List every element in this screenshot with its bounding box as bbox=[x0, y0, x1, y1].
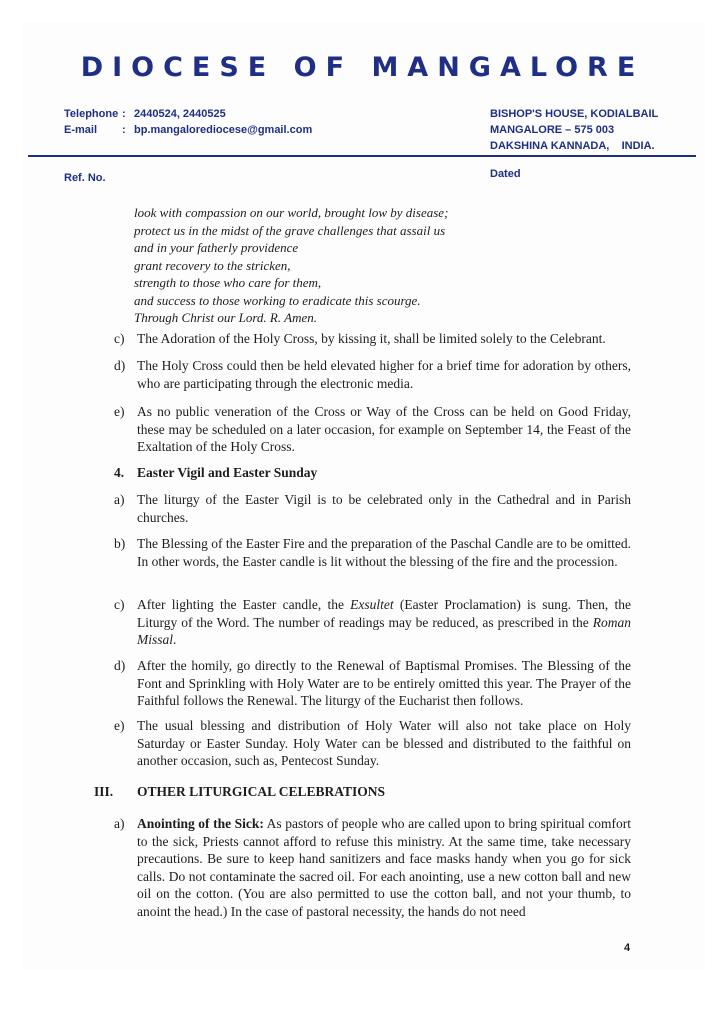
text-run: After lighting the Easter candle, the bbox=[137, 597, 351, 612]
prayer-line: protect us in the midst of the grave challenges that assail us bbox=[134, 222, 446, 238]
list-item-text: The Adoration of the Holy Cross, by kissing it, shall be limited solely to the Celebrant. bbox=[137, 331, 606, 346]
italic-term: Exsultet bbox=[350, 597, 394, 612]
list-item-text: As no public veneration of the Cross or Way of the Cross can be held on Good Friday, these may be scheduled on a later occasion, for example on September 14, the Feast of the Exaltation of the Holy Cross. bbox=[137, 404, 631, 454]
list-marker: d) bbox=[114, 658, 126, 673]
list-item-text: The Blessing of the Easter Fire and the preparation of the Paschal Candle are to be omitted. In other words, the Easter candle is lit without the blessing of the fire and the procession. bbox=[137, 536, 631, 569]
bold-term: Anointing of the Sick: bbox=[137, 816, 264, 831]
list-marker: d) bbox=[114, 358, 126, 373]
list-item-text: The usual blessing and distribution of Holy Water will also not take place on Holy Saturday or Easter Sunday. Holy Water can be blessed and distributed to the faithful on another occasion, such as, Pentecost Sunday. bbox=[137, 718, 631, 768]
list-item-text bbox=[137, 596, 631, 649]
dated-label: Dated bbox=[490, 168, 521, 180]
section-heading: OTHER LITURGICAL CELEBRATIONS bbox=[137, 784, 386, 799]
list-item-text: After the homily, go directly to the Renewal of Baptismal Promises. The Blessing of the Font and Sprinkling with Holy Water are to be entirely omitted this year. The Prayer of the Faithful follows the Renewal. The liturgy of the Eucharist then follows. bbox=[137, 658, 631, 708]
list-marker: a) bbox=[114, 492, 125, 507]
address-line: BISHOP'S HOUSE, KODIALBAIL bbox=[490, 108, 659, 120]
list-marker: e) bbox=[114, 404, 125, 419]
list-marker: c) bbox=[114, 597, 125, 612]
prayer-line: and in your fatherly providence bbox=[134, 240, 299, 255]
contact-block bbox=[64, 106, 312, 138]
address-block bbox=[490, 106, 658, 154]
page-number: 4 bbox=[624, 942, 631, 954]
section-number: III. bbox=[94, 784, 114, 799]
section-heading: Easter Vigil and Easter Sunday bbox=[137, 465, 318, 480]
italic-term: Roman Missal bbox=[137, 614, 631, 647]
prayer-line: and success to those working to eradicate this scourge. bbox=[134, 292, 421, 308]
ref-label: Ref. No. bbox=[64, 172, 106, 184]
list-marker: c) bbox=[114, 331, 125, 346]
prayer-line: look with compassion on our world, brought low by disease; bbox=[134, 205, 449, 220]
text-run: . bbox=[173, 632, 177, 647]
prayer-line: Through Christ our Lord. R. Amen. bbox=[134, 310, 317, 325]
telephone-value: 2440524, 2440525 bbox=[134, 108, 226, 120]
email-label: E-mail bbox=[64, 124, 98, 136]
telephone-label: Telephone bbox=[64, 108, 119, 120]
email-value: bp.mangalorediocese@gmail.com bbox=[134, 124, 313, 136]
text-run: As pastors of people who are called upon to bring spiritual comfort to the sick, Priests cannot afford to refuse this ministry. At the same time, take necessary precautions. Be sure to keep hand sanitizers and face masks handy when you go for sick calls. Do not contaminate the sacred oil. For each anointing, use a new cotton ball and new oil on the cotton. (You are also permitted to use the cotton ball, and not your thumb, to anoint the head.) In the case of pastoral necessity, the hands do not need bbox=[137, 816, 631, 919]
section-number: 4. bbox=[114, 465, 125, 480]
colon: : bbox=[122, 108, 126, 120]
list-item-text: The liturgy of the Easter Vigil is to be celebrated only in the Cathedral and in Parish churches. bbox=[137, 492, 631, 525]
prayer-line: strength to those who care for them, bbox=[134, 275, 322, 290]
list-marker: b) bbox=[114, 536, 126, 551]
list-marker: e) bbox=[114, 718, 125, 733]
prayer-text bbox=[134, 204, 448, 327]
header-divider bbox=[28, 155, 696, 157]
list-marker: a) bbox=[114, 816, 125, 831]
address-line: MANGALORE – 575 003 bbox=[490, 124, 615, 136]
letterhead-title: DIOCESE OF MANGALORE bbox=[80, 52, 645, 83]
prayer-line: grant recovery to the stricken, bbox=[134, 257, 291, 273]
text-run: (Easter Proclamation) is sung. Then, the Liturgy of the Word. The number of readings may be reduced, as prescribed in the bbox=[137, 597, 631, 630]
list-item-text: The Holy Cross could then be held elevated higher for a brief time for adoration by others, who are participating through the electronic media. bbox=[137, 358, 631, 391]
address-line: DAKSHINA KANNADA, INDIA. bbox=[490, 140, 655, 152]
colon: : bbox=[122, 124, 126, 136]
list-item-text bbox=[137, 815, 631, 920]
